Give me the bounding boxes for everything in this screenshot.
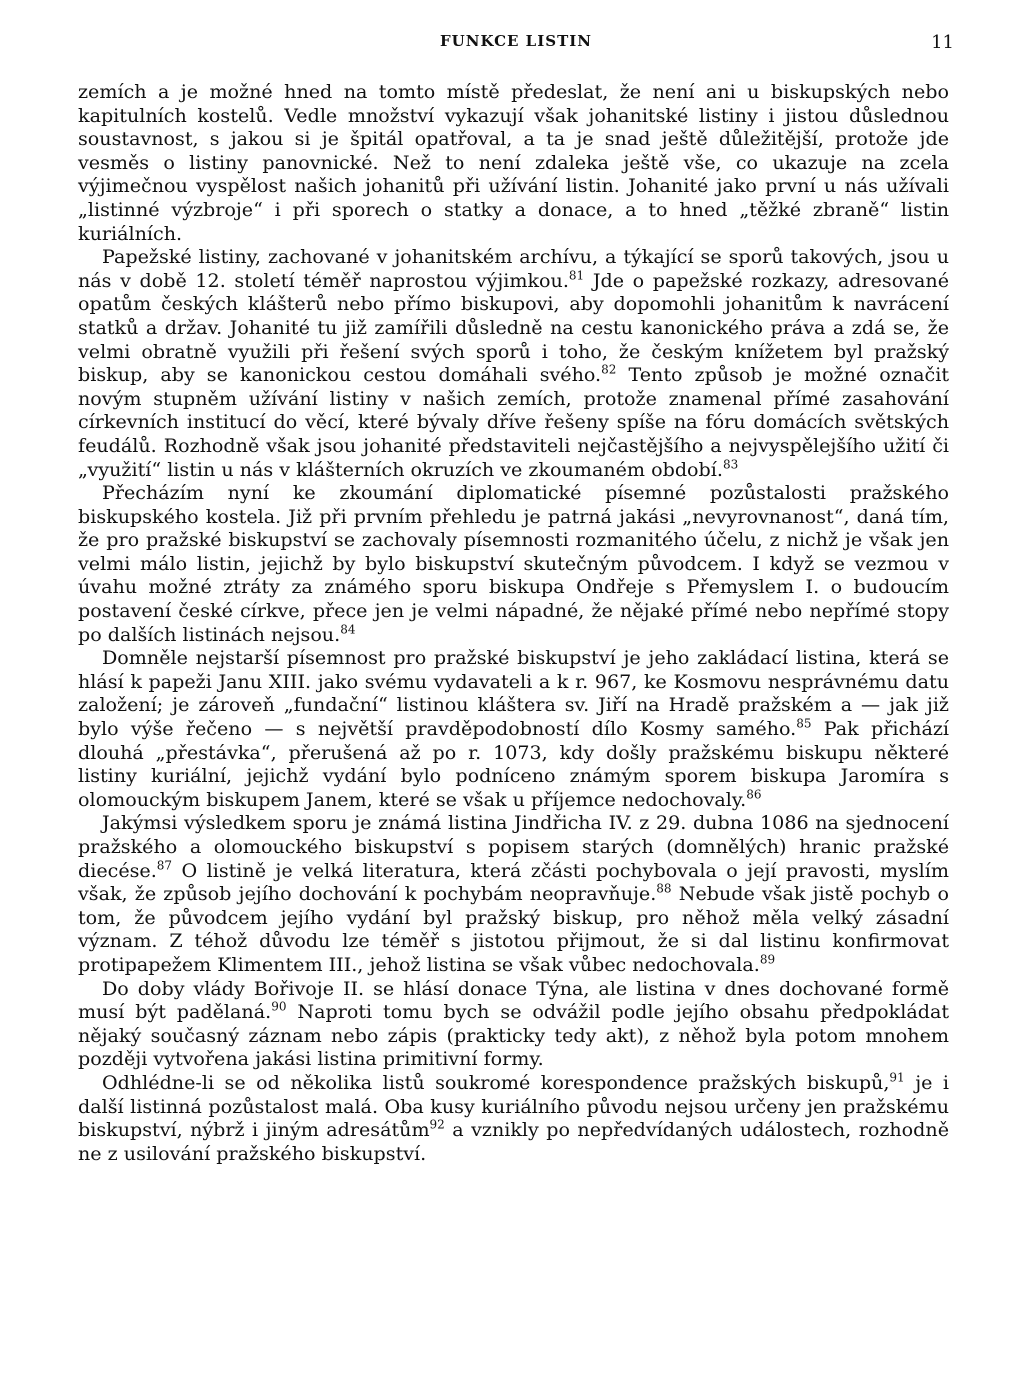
footnote-reference: 81 (568, 268, 585, 283)
paragraph-text: Tento způsob je možné označit novým stupněm užívání listiny v našich zemích, protože znamenal přímé zasahování církevních institucí do věcí, které bývaly dříve řešeny spíše na fóru domácích světských feudálů. Rozhodně však jsou johanité představiteli nejčastějšího a nejvyspělejšího užití či „využití“ listin u nás v klášterních okruzích ve zkoumaném období. (78, 363, 950, 481)
footnote-reference: 86 (746, 787, 762, 802)
footnote-reference: 91 (889, 1070, 905, 1085)
footnote-reference: 88 (656, 881, 672, 896)
body-text (78, 80, 949, 1165)
paragraph-text: Do doby vlády Bořivoje II. se hlásí donace Týna, ale listina v dnes dochované formě musí být padělaná. (78, 976, 949, 1024)
footnote-reference: 87 (156, 858, 173, 873)
paragraph (78, 245, 949, 481)
paragraph-text: Pak přichází dlouhá „přestávka“, přerušená až po r. 1073, kdy došly pražskému biskupu některé listiny kuriální, jejichž vydání bylo podníceno známým sporem biskupa Jaromíra s olomouckým biskupem Janem, které se však u příjemce nedochovaly. (78, 717, 949, 811)
paragraph (78, 811, 949, 976)
paragraph (78, 646, 949, 811)
footnote-reference: 90 (271, 999, 287, 1014)
paragraph-text: Domněle nejstarší písemnost pro pražské biskupství je jeho zakládací listina, která se hlásí k papeži Janu XIII. jako svému vydavateli a k r. 967, ke Kosmovu nesprávnému datu založení; je zároveň „fundační“ listinou kláštera sv. Jiří na Hradě pražském a — jak již bylo výše řečeno — s největší pravděpodobností dílo Kosmy samého. (78, 646, 949, 741)
footnote-reference: 85 (796, 716, 812, 731)
paragraph (78, 1071, 949, 1165)
paragraph (78, 481, 949, 646)
paragraph (78, 80, 949, 245)
paragraph-text: O listině je velká literatura, která zčásti pochybovala o její pravosti, myslím však, že způsob jejího dochování k pochybám neopravňuje. (78, 858, 949, 906)
paragraph-text: Papežské listiny, zachované v johanitském archívu, a týkající se sporů takových, jsou u nás v době 12. století téměř naprostou výjimkou. (78, 245, 949, 292)
running-head: FUNKCE LISTIN (440, 32, 592, 50)
paragraph-text: Jde o papežské rozkazy, adresované opatům českých klášterů nebo přímo biskupovi, aby dopomohli johanitům k navrácení statků a držav. Johanité tu již zamířili důsledně na cestu kanonického práva a zdá se, že velmi obratně využili při řešení svých sporů i toho, že českým knížetem byl pražský biskup, aby se kanonickou cestou domáhali svého. (78, 268, 949, 387)
paragraph-text: zemích a je možné hned na tomto místě předeslat, že není ani u biskupských nebo kapitulních kostelů. Vedle množství vykazují však johanitské listiny i jistou důslednou soustavnost, s jakou si je špitál opatřoval, a ta je snad ještě důležitější, protože jde vesměs o listiny panovnické. Než to není zdaleka ještě vše, co ukazuje na zcela výjimečnou vyspělost našich johanitů při užívání listin. Johanité jako první u nás užívali „listinné výzbroje“ i při sporech o statky a donace, a to hned „těžké zbraně“ listin kuriálních. (78, 80, 949, 245)
paragraph-text: Odhlédne-li se od několika listů soukromé korespondence pražských biskupů, (102, 1070, 890, 1094)
footnote-reference: 83 (722, 457, 739, 472)
footnote-reference: 82 (601, 362, 617, 377)
paragraph-text: Naproti tomu bych se odvážil podle jejího obsahu předpokládat nějaký současný záznam nebo zápis (prakticky tedy akt), z něhož byla potom mnohem později vytvořena jakási listina primitivní formy. (78, 1000, 950, 1071)
paragraph-text: a vznikly po nepředvídaných událostech, rozhodně ne z usilování pražského biskupství. (78, 1118, 949, 1165)
page-header (78, 32, 954, 56)
paragraph-text: Přecházím nyní ke zkoumání diplomatické písemné pozůstalosti pražského biskupského kostela. Již při prvním přehledu je patrná jakási „nevyrovnanost“, daná tím, že pro pražské biskupství se zachovaly písemnosti rozmanitého účelu, z nichž je však jen velmi málo listin, jejichž by bylo biskupství skutečným původcem. I když se vezmou v úvahu možné ztráty za známého sporu biskupa Ondřeje s Přemyslem I. o budoucím postavení české církve, přece jen je velmi nápadné, že nějaké přímé nebo nepřímé stopy po dalších listinách nejsou. (78, 481, 949, 646)
paragraph-text: je i další listinná pozůstalost malá. Oba kusy kuriálního původu nejsou určeny jen pražskému biskupství, nýbrž i jiným adresátům (78, 1070, 950, 1142)
footnote-reference: 92 (429, 1117, 445, 1132)
page-number: 11 (931, 32, 954, 53)
footnote-reference: 84 (340, 622, 356, 637)
paragraph (78, 977, 949, 1071)
paragraph-text: Nebude však jistě pochyb o tom, že původcem jejího vydání byl pražský biskup, pro něhož měla velký zásadní význam. Z téhož důvodu lze téměř s jistotou přijmout, že si dal listinu konfirmovat protipapežem Klimentem III., jehož listina se však vůbec nedochovala. (78, 882, 949, 976)
paragraph-text: Jakýmsi výsledkem sporu je známá listina Jindřicha IV. z 29. dubna 1086 na sjednocení pražského a olomouckého biskupství s popisem starých (domnělých) hranic pražské diecése. (78, 811, 949, 882)
footnote-reference: 89 (759, 952, 776, 967)
